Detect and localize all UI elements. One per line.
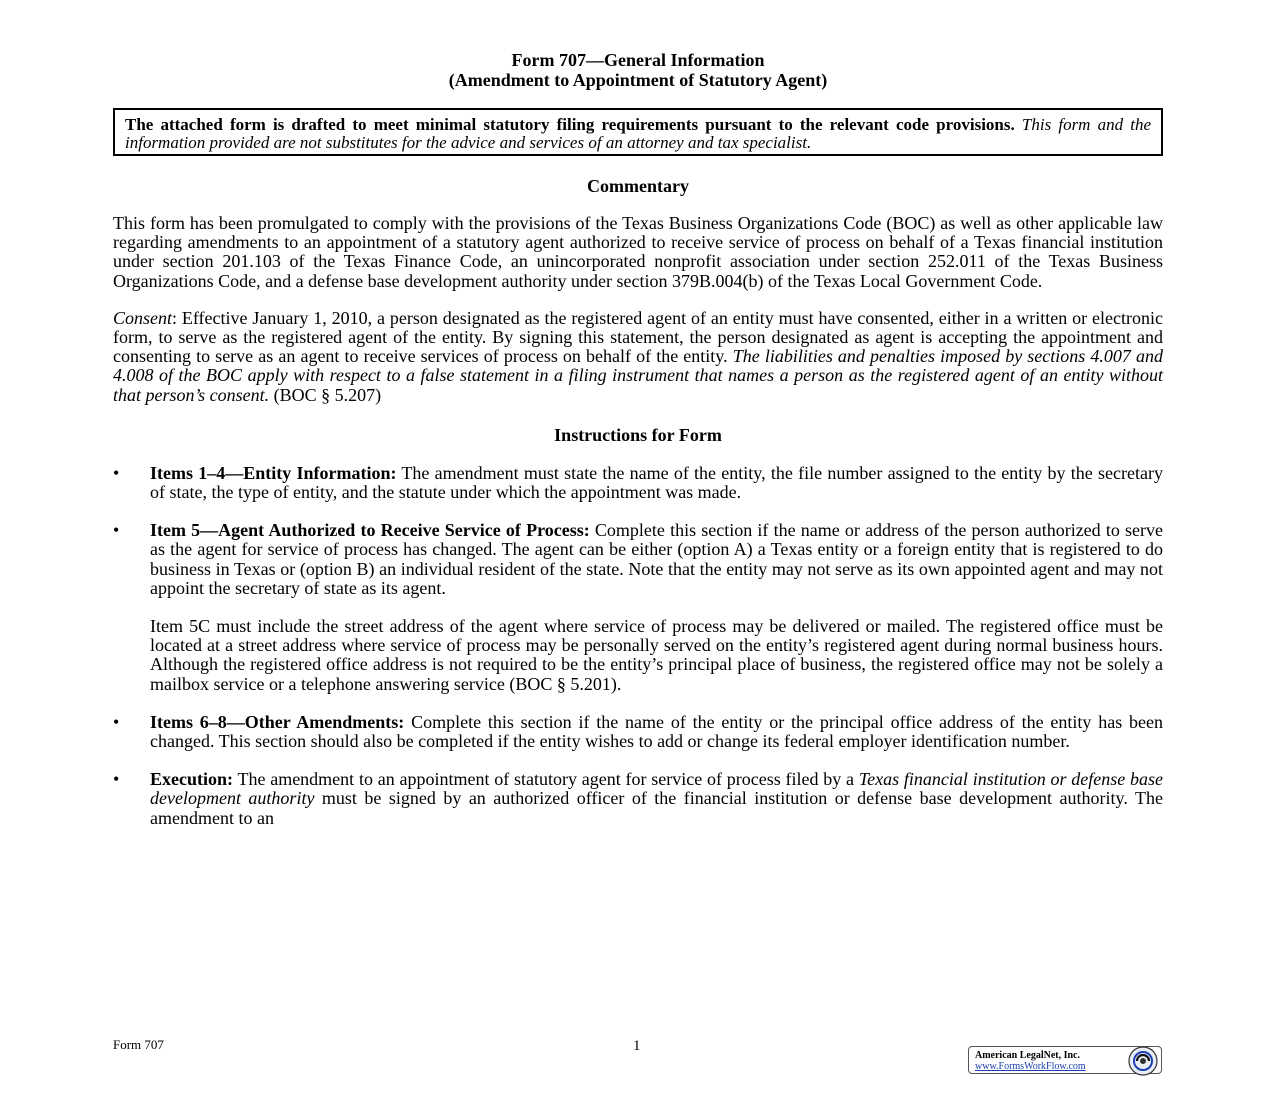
form-title: Form 707—General Information [511, 50, 765, 70]
item-paragraph-continued: Item 5C must include the street address of the agent where service of process may be delivered or mailed. The registered office must be located at a street address where service of process may be personally served on the entity’s registered agent during normal business hours. Although the registered office address is not required to be the entity’s principal place of business, the registered office may not be solely a mailbox service or a telephone answering service (BOC § 5.201). [150, 616, 1163, 694]
consent-text: : Effective January 1, 2010, a person designated as the registered agent of an entity must have consented, either in a written or electronic form, to serve as the registered agent of the entity. By signing this statement, the person designated as agent is accepting the appointment and consenting to serve as an agent to receive services of process on behalf of the entity. [113, 307, 1163, 367]
bullet-icon: • [113, 769, 120, 790]
item-label: Item 5—Agent Authorized to Receive Service of Process: [150, 520, 590, 541]
publisher-logo[interactable] [968, 1046, 1162, 1074]
item-paragraph [150, 521, 1163, 598]
bullet-icon: • [113, 462, 120, 483]
globe-icon [1127, 1045, 1159, 1077]
disclaimer-bold: The attached form is drafted to meet minimal statutory filing requirements pursuant to the relevant code provisions. [125, 115, 1015, 134]
consent-label: Consent [113, 307, 173, 328]
consent-italic: The liabilities and penalties imposed by sections 4.007 and 4.008 of the BOC apply with respect to a false statement in a filing instrument that names a person as the registered agent of an entity without that person’s consent. [113, 346, 1163, 405]
logo-name: American LegalNet, Inc. [975, 1050, 1080, 1061]
list-item [113, 521, 1163, 694]
list-item [113, 713, 1163, 751]
item-paragraph [150, 770, 1163, 828]
commentary-paragraph: This form has been promulgated to comply with the provisions of the Texas Business Organizations Code (BOC) as well as other applicable law regarding amendments to an appointment of a statutory agent authorized to receive service of process on behalf of a Texas financial institution under section 201.103 of the Texas Finance Code, an unincorporated nonprofit association under section 252.011 of the Texas Business Organizations Code, and a defense base development authority under section 379B.004(b) of the Texas Local Government Code. [113, 213, 1163, 291]
consent-citation: (BOC § 5.207) [269, 384, 382, 405]
item-label: Items 1–4—Entity Information: [150, 462, 397, 483]
item-label: Items 6–8—Other Amendments: [150, 711, 405, 732]
item-text: Complete this section if the name of the entity or the principal office address of the entity has been changed. This section should also be completed if the entity wishes to add or change its federal employer identification number. [150, 711, 1163, 752]
item-text: The amendment must state the name of the entity, the file number assigned to the entity by the secretary of state, the type of entity, and the statute under which the appointment was made. [150, 462, 1163, 503]
document-page [113, 50, 1163, 847]
item-paragraph [150, 713, 1163, 751]
item-label: Execution: [150, 769, 233, 790]
instructions-heading: Instructions for Form [554, 424, 722, 445]
list-item [113, 464, 1163, 502]
footer-form-label: Form 707 [113, 1037, 164, 1052]
item-paragraph [150, 464, 1163, 502]
item-text-after: must be signed by an authorized officer of the financial institution or defense base development authority. The amendment to an [150, 788, 1163, 828]
bullet-icon: • [113, 520, 120, 541]
instructions-list [113, 464, 1163, 828]
logo-url-link[interactable]: www.FormsWorkFlow.com [975, 1061, 1086, 1072]
item-italic: Texas financial institution or defense base development authority [150, 769, 1163, 809]
consent-paragraph [113, 309, 1163, 405]
bullet-icon: • [113, 711, 120, 732]
disclaimer-italic: This form and the information provided are not substitutes for the advice and services of an attorney and tax specialist. [125, 115, 1152, 152]
page-number: 1 [633, 1038, 641, 1054]
item-text: Complete this section if the name or address of the person authorized to serve as the agent for service of process has changed. The agent can be either (option A) a Texas entity or a foreign entity that is registered to do business in Texas or (option B) an individual resident of the state. Note that the entity may not serve as its own appointed agent and may not appoint the secretary of state as its agent. [150, 520, 1163, 598]
commentary-heading: Commentary [587, 176, 689, 196]
disclaimer-box [113, 108, 1163, 156]
list-item [113, 770, 1163, 828]
item-text: The amendment to an appointment of statutory agent for service of process filed by a [233, 769, 859, 790]
form-subtitle: (Amendment to Appointment of Statutory Agent) [448, 70, 828, 90]
